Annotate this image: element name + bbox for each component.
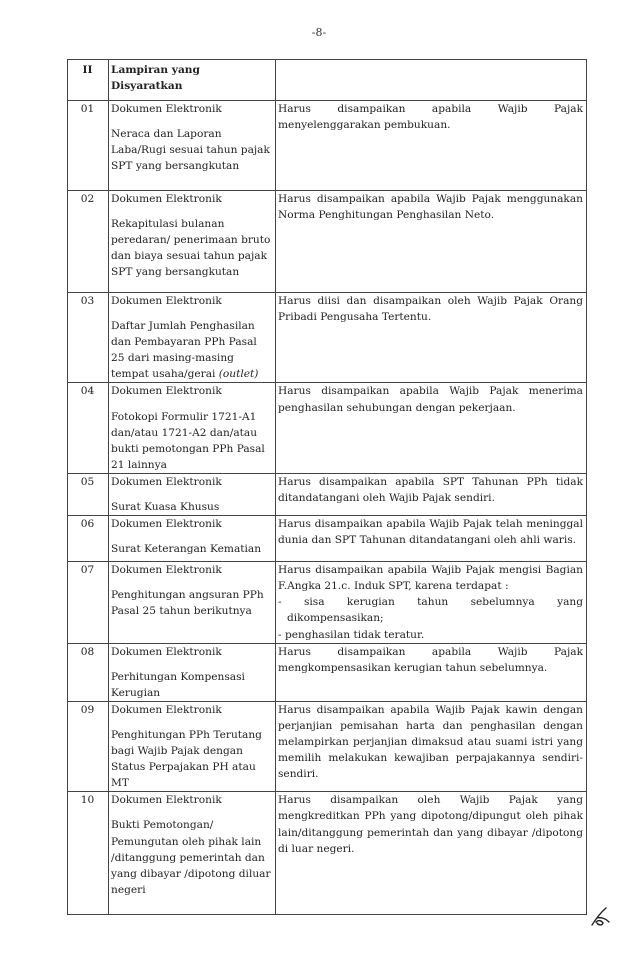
- header-empty-cell: [276, 60, 587, 101]
- document-cell: [109, 792, 276, 915]
- requirement-cell: [276, 293, 587, 383]
- table-row: [68, 562, 587, 643]
- table-row: [68, 101, 587, 191]
- requirement-text: Harus disampaikan apabila Wajib Pajak mengisi Bagian F.Angka 21.c. Induk SPT, karena terdapat :: [278, 564, 583, 593]
- page-number: -8-: [311, 26, 327, 39]
- requirement-text: Harus disampaikan apabila Wajib Pajak mengkompensasikan kerugian tahun sebelumnya.: [278, 645, 583, 674]
- row-number: 09: [68, 701, 109, 791]
- document-type: Dokumen Elektronik: [111, 703, 222, 716]
- requirement-cell: [276, 383, 587, 473]
- requirement-list-item: - sisa kerugian tahun sebelumnya yang dikompensasikan;: [278, 594, 583, 626]
- requirement-text: Harus disampaikan apabila Wajib Pajak telah meninggal dunia dan SPT Tahunan ditandatangani oleh ahli waris.: [278, 518, 583, 547]
- document-cell: [109, 293, 276, 383]
- requirement-text: Harus disampaikan apabila Wajib Pajak kawin dengan perjanjian pemisahan harta dan penghasilan dengan melampirkan perjanjian dimaksud atau suami istri yang memilih melakukan kewajiban perpajakannya sendiri-sendiri.: [278, 703, 583, 781]
- document-name: [111, 669, 272, 701]
- section-number: II: [68, 60, 109, 101]
- document-type: Dokumen Elektronik: [111, 475, 222, 488]
- table-row: [68, 191, 587, 293]
- document-type: Dokumen Elektronik: [111, 518, 222, 531]
- document-name: [111, 727, 272, 791]
- document-type: Dokumen Elektronik: [111, 295, 222, 307]
- requirement-cell: [276, 473, 587, 515]
- document-cell: [109, 562, 276, 643]
- document-name: [111, 817, 272, 897]
- paraf-signature: [588, 905, 612, 929]
- document-name-text: Surat Keterangan Kematian: [111, 543, 262, 556]
- requirement-cell: [276, 643, 587, 701]
- document-name: [111, 587, 272, 619]
- document-cell: [109, 383, 276, 473]
- document-name: [111, 409, 272, 473]
- requirement-list: [278, 594, 583, 642]
- row-number: 05: [68, 473, 109, 515]
- document-type: Dokumen Elektronik: [111, 645, 222, 658]
- requirement-cell: [276, 516, 587, 562]
- document-type: Dokumen Elektronik: [111, 103, 222, 115]
- document-type: Dokumen Elektronik: [111, 385, 222, 398]
- table-header-row: [68, 60, 587, 101]
- table-row: [68, 643, 587, 701]
- requirement-cell: [276, 792, 587, 915]
- document-type: Dokumen Elektronik: [111, 193, 222, 205]
- requirement-cell: [276, 701, 587, 791]
- document-name: [111, 499, 272, 515]
- requirement-cell: [276, 101, 587, 191]
- requirement-text: Harus disampaikan apabila SPT Tahunan PPh tidak ditandatangani oleh Wajib Pajak sendiri.: [278, 475, 583, 505]
- table-row: [68, 473, 587, 515]
- table-row: [68, 293, 587, 383]
- document-name-italic: (outlet): [218, 368, 259, 381]
- document-name-text: Surat Kuasa Khusus: [111, 501, 220, 514]
- document-name-text: Fotokopi Formulir 1721-A1 dan/atau 1721-A2 dan/atau bukti pemotongan PPh Pasal 21 lainnya: [111, 410, 265, 471]
- table-row: [68, 792, 587, 915]
- document-cell: [109, 101, 276, 191]
- row-number: 03: [68, 293, 109, 383]
- document-cell: [109, 473, 276, 515]
- requirement-text: Harus disampaikan oleh Wajib Pajak yang mengkreditkan PPh yang dipotong/dipungut oleh pihak lain/ditanggung pemerintah dan yang dibayar /dipotong di luar negeri.: [278, 794, 583, 855]
- document-cell: [109, 701, 276, 791]
- row-number: 08: [68, 643, 109, 701]
- document-name-text: Perhitungan Kompensasi Kerugian: [111, 670, 245, 699]
- requirement-list-item: - penghasilan tidak teratur.: [278, 627, 583, 643]
- document-name-text: Bukti Pemotongan/ Pemungutan oleh pihak lain /ditanggung pemerintah dan yang dibayar /dipotong diluar negeri: [111, 819, 271, 896]
- section-title: Lampiran yang Disyaratkan: [109, 60, 276, 101]
- row-number: 02: [68, 191, 109, 293]
- document-name: [111, 216, 272, 280]
- row-number: 01: [68, 101, 109, 191]
- requirement-text: Harus disampaikan apabila Wajib Pajak menerima penghasilan sehubungan dengan pekerjaan.: [278, 385, 583, 414]
- requirement-cell: [276, 562, 587, 643]
- document-name-text: Daftar Jumlah Penghasilan dan Pembayaran PPh Pasal 25 dari masing-masing tempat usaha/gerai: [111, 320, 257, 381]
- requirement-text: Harus diisi dan disampaikan oleh Wajib Pajak Orang Pribadi Pengusaha Tertentu.: [278, 295, 583, 324]
- document-name: [111, 541, 272, 557]
- document-cell: [109, 191, 276, 293]
- document-name-text: Penghitungan PPh Terutang bagi Wajib Pajak dengan Status Perpajakan PH atau MT: [111, 728, 262, 790]
- table-row: [68, 516, 587, 562]
- row-number: 04: [68, 383, 109, 473]
- table-row: [68, 701, 587, 791]
- requirement-cell: [276, 191, 587, 293]
- row-number: 07: [68, 562, 109, 643]
- document-cell: [109, 516, 276, 562]
- document-name: [111, 126, 272, 174]
- row-number: 10: [68, 792, 109, 915]
- document-cell: [109, 643, 276, 701]
- requirement-text: Harus disampaikan apabila Wajib Pajak menggunakan Norma Penghitungan Penghasilan Neto.: [278, 193, 583, 222]
- table-row: [68, 383, 587, 473]
- document-name-text: Penghitungan angsuran PPh Pasal 25 tahun berikutnya: [111, 589, 264, 618]
- document-name-text: Rekapitulasi bulanan peredaran/ penerimaan bruto dan biaya sesuai tahun pajak SPT yang bersangkutan: [111, 218, 271, 279]
- document-type: Dokumen Elektronik: [111, 564, 222, 577]
- requirement-text: Harus disampaikan apabila Wajib Pajak menyelenggarakan pembukuan.: [278, 103, 583, 132]
- document-name: [111, 318, 272, 382]
- document-name-text: Neraca dan Laporan Laba/Rugi sesuai tahun pajak SPT yang bersangkutan: [111, 128, 270, 173]
- attachment-table: [67, 59, 587, 915]
- table-body: [68, 101, 587, 915]
- row-number: 06: [68, 516, 109, 562]
- document-type: Dokumen Elektronik: [111, 794, 222, 807]
